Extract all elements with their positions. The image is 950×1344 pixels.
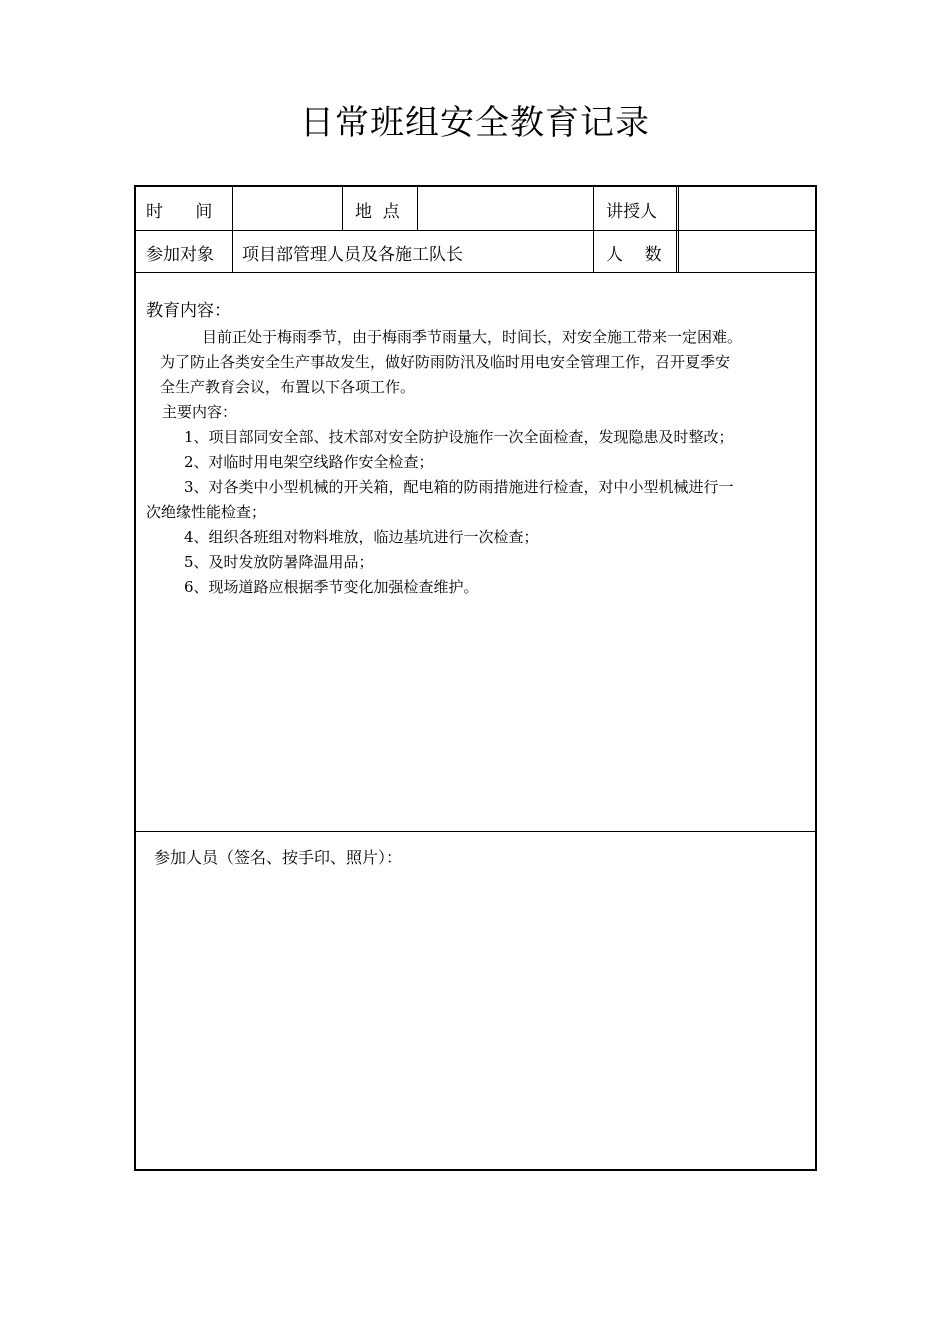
- page-title: 日常班组安全教育记录: [300, 103, 650, 143]
- content-item-3-line-1: 3、对各类中小型机械的开关箱，配电箱的防雨措施进行检查，对中小型机械进行一: [184, 478, 734, 496]
- participants-label: 参加人员（签名、按手印、照片）：: [154, 848, 403, 867]
- divider-lecturer: [593, 187, 594, 273]
- intro-line-2: 为了防止各类安全生产事故发生，做好防雨防汛及临时用电安全管理工作，召开夏季安: [160, 353, 731, 371]
- content-item-2: 2、对临时用电架空线路作安全检查；: [184, 453, 434, 471]
- content-bottom-rule: [136, 831, 815, 832]
- content-item-4: 4、组织各班组对物料堆放，临边基坑进行一次检查；: [184, 528, 539, 546]
- row2-bottom-rule: [136, 272, 815, 273]
- time-label: 时 间: [146, 202, 213, 222]
- lecturer-label: 讲授人: [606, 202, 657, 222]
- education-record-form: [134, 185, 817, 1171]
- audience-label: 参加对象: [146, 245, 214, 265]
- divider-time-value: [342, 187, 343, 231]
- content-item-3-line-2: 次绝缘性能检查；: [146, 503, 267, 521]
- content-heading: 教育内容：: [146, 301, 231, 321]
- row1-bottom-rule: [136, 230, 815, 231]
- divider-time: [232, 187, 233, 273]
- divider-lecturer-value: [676, 187, 677, 273]
- intro-line-3: 全生产教育会议，布置以下各项工作。: [160, 378, 416, 396]
- intro-line-1: 目前正处于梅雨季节，由于梅雨季节雨量大，时间长，对安全施工带来一定困难。: [202, 328, 743, 346]
- count-label: 人 数: [606, 245, 662, 265]
- main-content-heading: 主要内容：: [162, 403, 238, 421]
- content-item-1: 1、项目部同安全部、技术部对安全防护设施作一次全面检查，发现隐患及时整改；: [184, 428, 734, 446]
- education-content: [146, 297, 806, 600]
- content-item-5: 5、及时发放防暑降温用品；: [184, 553, 374, 571]
- content-item-6: 6、现场道路应根据季节变化加强检查维护。: [184, 578, 479, 596]
- audience-value: 项目部管理人员及各施工队长: [242, 245, 463, 265]
- divider-lecturer-value-2: [678, 187, 679, 273]
- divider-place: [417, 187, 418, 231]
- place-label: 地 点: [355, 202, 400, 222]
